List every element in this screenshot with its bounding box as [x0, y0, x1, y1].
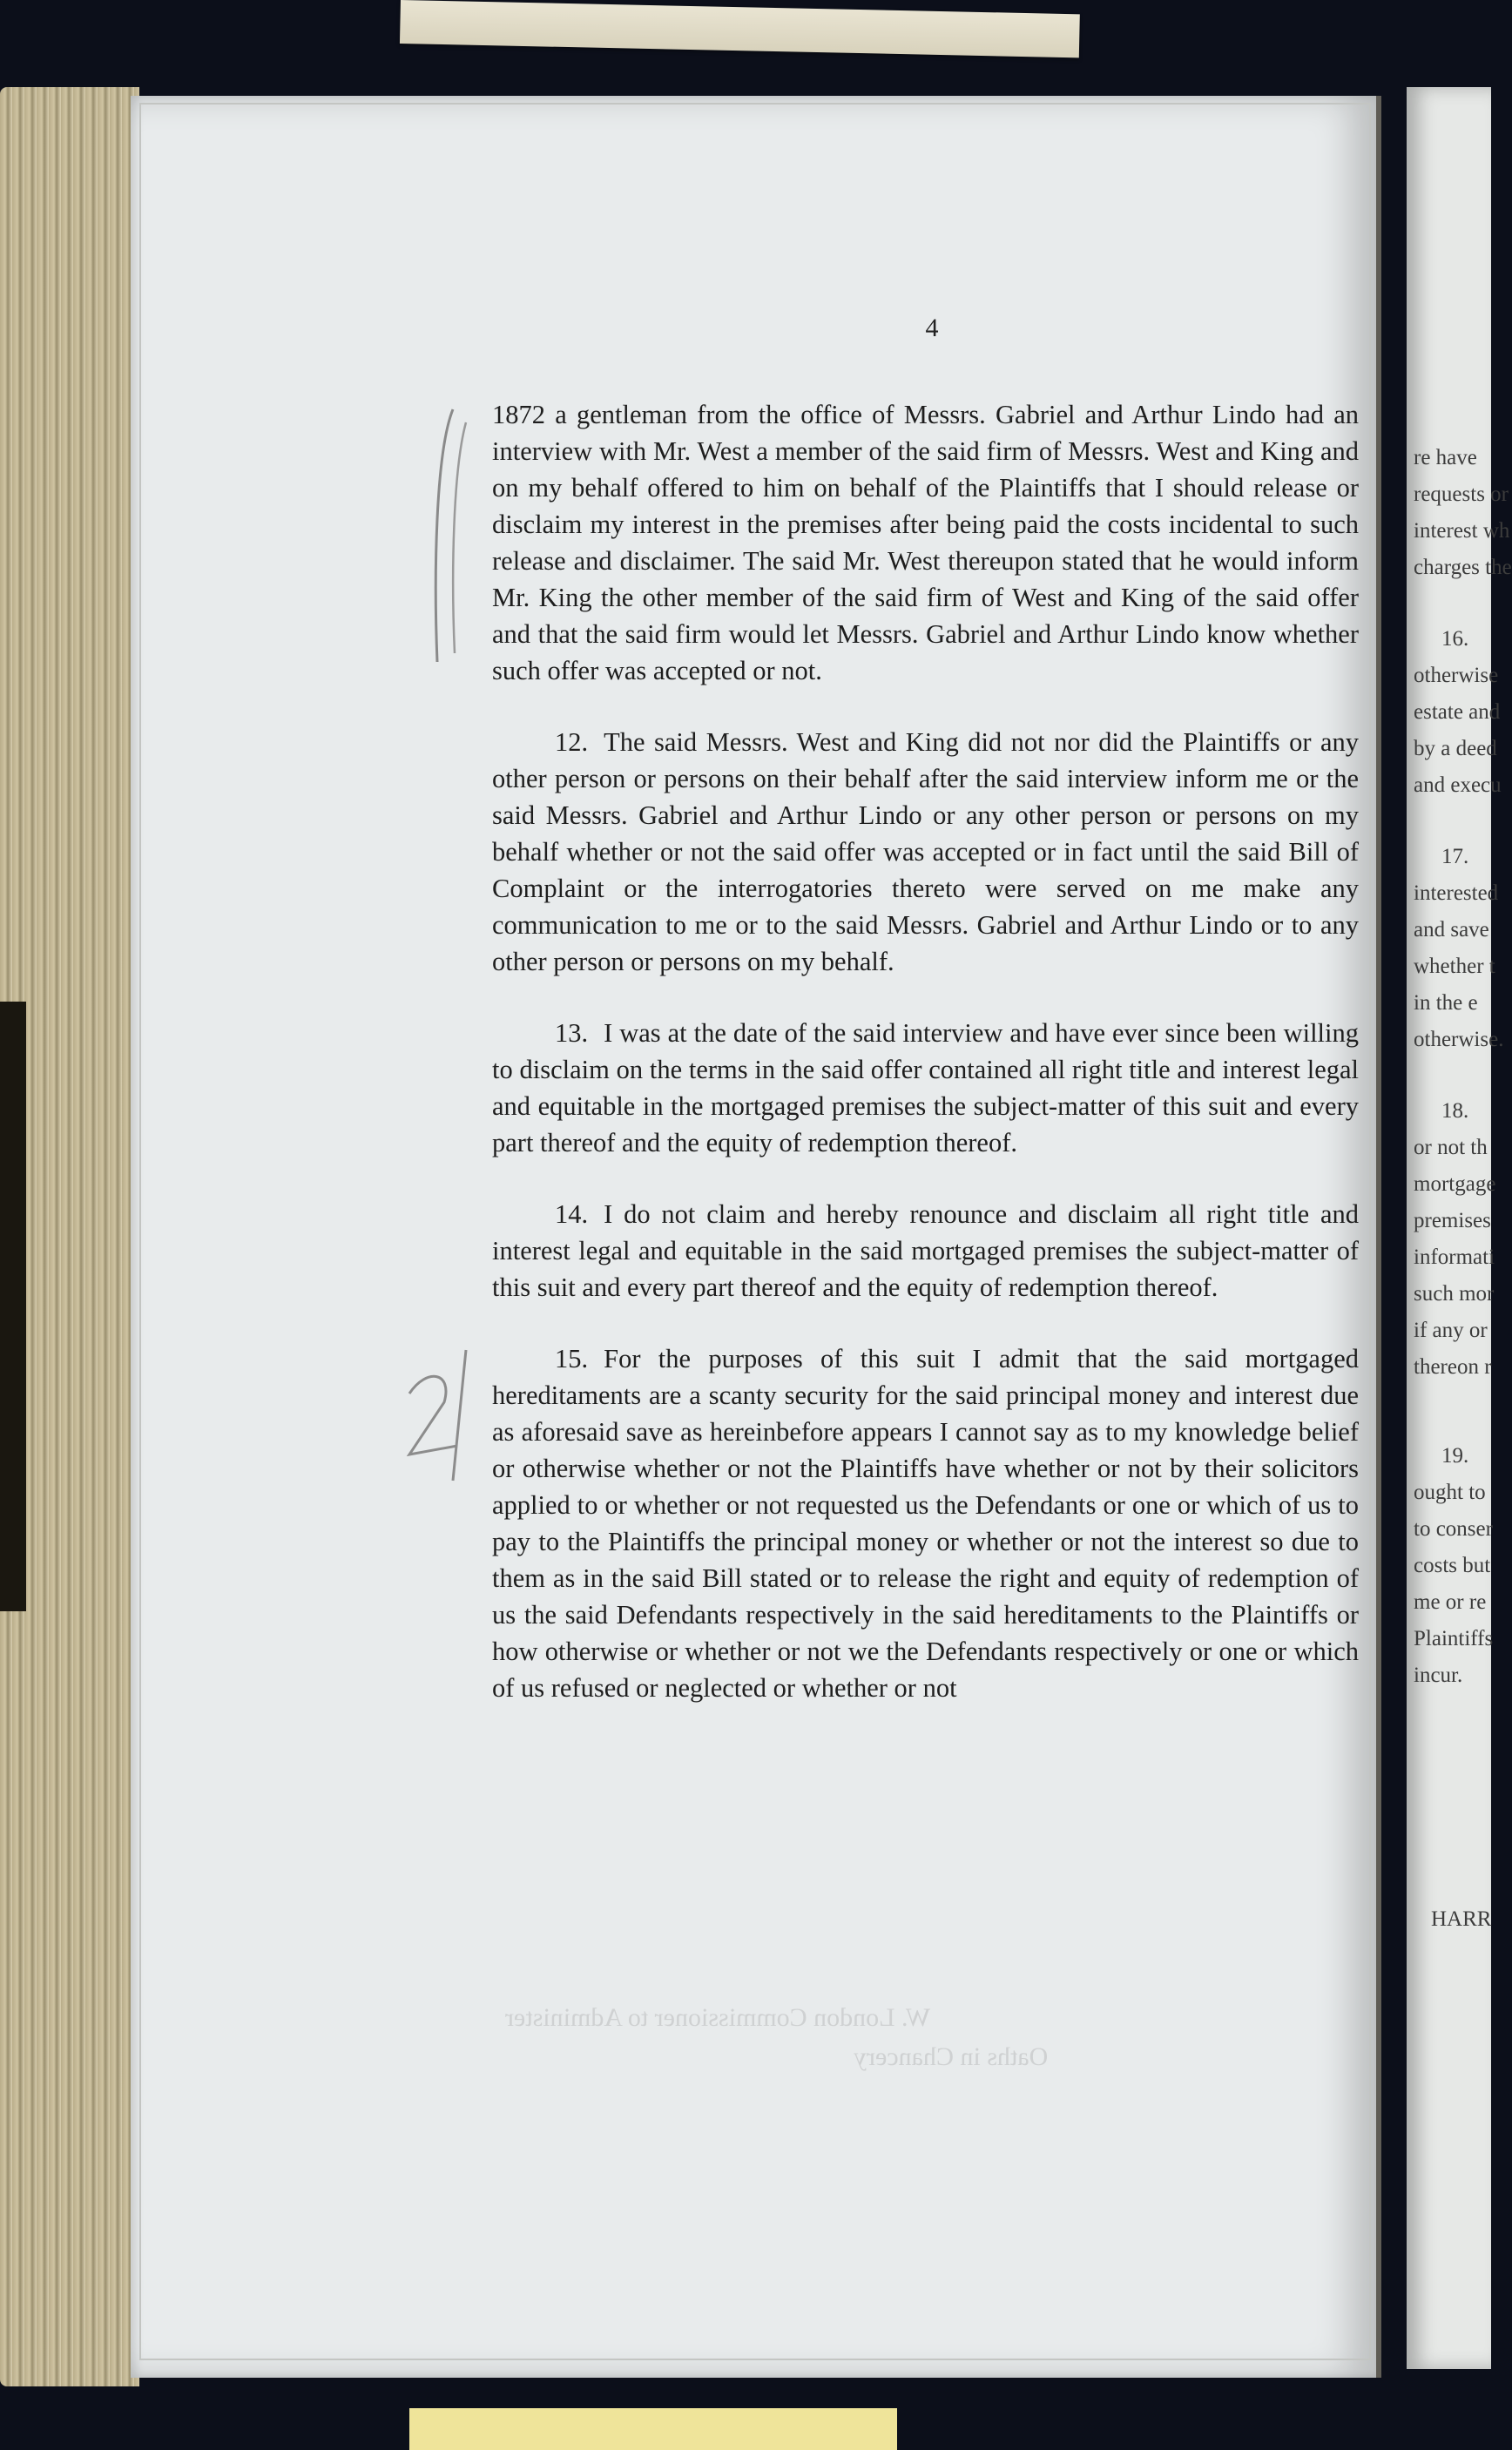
facing-line: premises	[1414, 1209, 1491, 1232]
facing-line: ought to	[1414, 1481, 1486, 1504]
facing-line: requests or	[1414, 483, 1509, 506]
paragraph-13	[492, 1015, 1359, 1161]
facing-line: and save	[1414, 918, 1489, 942]
bottom-sticky-label	[409, 2408, 897, 2450]
facing-line: otherwise	[1414, 664, 1499, 687]
facing-line: thereon r	[1414, 1355, 1492, 1379]
paragraph-12	[492, 724, 1359, 980]
facing-line: mortgage	[1414, 1172, 1496, 1196]
facing-page-fragment	[1407, 87, 1512, 2369]
facing-line: if any or	[1414, 1319, 1488, 1342]
facing-line: Plaintiffs	[1414, 1627, 1494, 1650]
facing-line: interest wh	[1414, 519, 1510, 543]
facing-line: such mor	[1414, 1282, 1495, 1306]
facing-line: otherwise.	[1414, 1028, 1504, 1051]
paragraph-number: 13.	[555, 1018, 589, 1048]
facing-line: by a deed	[1414, 737, 1497, 760]
body-text	[492, 396, 1359, 1741]
facing-line: interested	[1414, 881, 1499, 905]
facing-line: or not th	[1414, 1136, 1488, 1159]
paragraph-number: 14.	[555, 1199, 589, 1229]
paragraph-15	[492, 1340, 1359, 1706]
facing-line: incur.	[1414, 1664, 1463, 1687]
paragraph-11-continued	[492, 396, 1359, 689]
facing-line: 19.	[1441, 1444, 1469, 1468]
paragraph-text: I was at the date of the said interview and have ever since been willing to disclaim on the terms in the said offer contained all right title and interest legal and equitable in the mortgaged premises the subject-matter of this suit and every part thereof and the equity of redemption thereof.	[492, 1018, 1359, 1158]
paragraph-number: 12.	[555, 727, 589, 757]
bleed-through-line-1: W. London Commissioner to Administer	[505, 2003, 931, 2032]
page-number: 4	[925, 314, 939, 342]
facing-line: re have	[1414, 446, 1477, 469]
top-paper-slip	[400, 0, 1080, 57]
facing-line: estate and	[1414, 700, 1501, 724]
paragraph-text: The said Messrs. West and King did not nor did the Plaintiffs or any other person or persons on their behalf after the said interview inform me or the said Messrs. Gabriel and Arthur Lindo or any other person or persons on my behalf whether or not the said offer was accepted or in fact until the said Bill of Complaint or the interrogatories thereto were served on me make any communication to me or to the said Messrs. Gabriel and Arthur Lindo or to any other person or persons on my behalf.	[492, 727, 1359, 976]
paragraph-14	[492, 1196, 1359, 1306]
facing-line: in the e	[1414, 991, 1478, 1015]
facing-line: 18.	[1441, 1099, 1469, 1123]
facing-line: costs but	[1414, 1554, 1491, 1577]
bleed-through-line-2: Oaths in Chancery	[854, 2042, 1049, 2071]
paragraph-text: For the purposes of this suit I admit that the said mortgaged hereditaments are a scanty security for the said principal money and interest due as aforesaid save as hereinbefore appears I cannot say as to my knowledge belief or otherwise whether or not the Plaintiffs have whether or not by their solicitors applied to or whether or not requested us the Defendants or one or which of us to pay to the Plaintiffs the principal money or whether or not the interest so due to them as in the said Bill stated or to release the right and equity of redemption of us the said Defendants respectively in the said hereditaments to the Plaintiffs or how otherwise or whether or not we the Defendants respectively or one or which of us refused or neglected or whether or not	[492, 1344, 1359, 1703]
facing-line: charges the	[1414, 556, 1512, 579]
facing-line: 16.	[1441, 627, 1469, 651]
paragraph-text: I do not claim and hereby renounce and disclaim all right title and interest legal and equitable in the said mortgaged premises the subject-matter of this suit and every part thereof and the equity of redemption thereof.	[492, 1199, 1359, 1302]
facing-line: me or re	[1414, 1590, 1487, 1614]
facing-line: informati	[1414, 1245, 1495, 1269]
facing-line: HARR	[1431, 1907, 1492, 1931]
facing-line: 17.	[1441, 845, 1469, 868]
facing-line: to conser	[1414, 1517, 1493, 1541]
facing-line: whether t	[1414, 955, 1495, 978]
facing-line: and execu	[1414, 773, 1502, 797]
paragraph-text: 1872 a gentleman from the office of Messrs. Gabriel and Arthur Lindo had an interview with Mr. West a member of the said firm of Messrs. West and King and on my behalf offered to him on behalf of the Plaintiffs that I should release or disclaim my interest in the premises after being paid the costs incidental to such release and disclaimer. The said Mr. West thereupon stated that he would inform Mr. King the other member of the said firm of West and King of the said offer and that the said firm would let Messrs. Gabriel and Arthur Lindo know whether such offer was accepted or not.	[492, 400, 1359, 685]
binding-shadow	[0, 1002, 26, 1611]
paragraph-number: 15.	[555, 1344, 589, 1373]
